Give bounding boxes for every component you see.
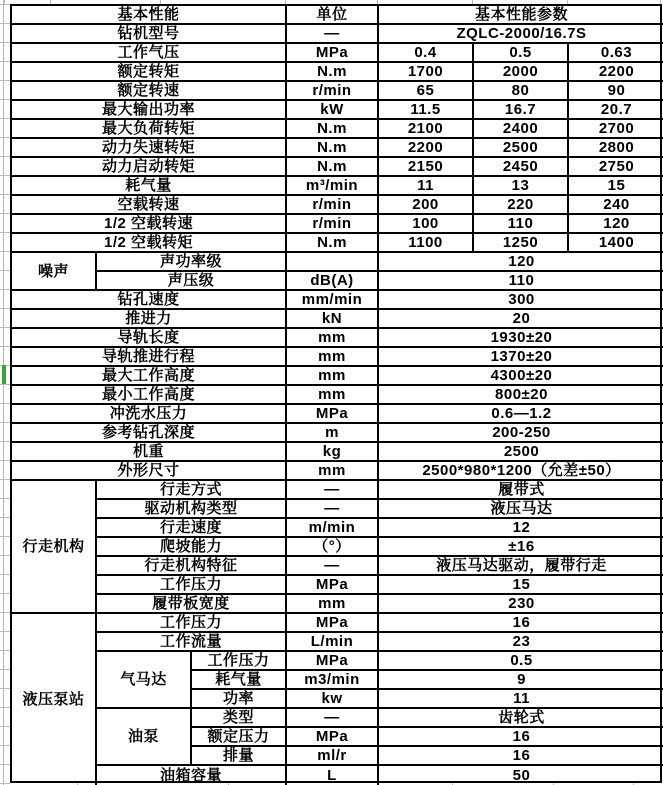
- value-cell: 16: [379, 747, 663, 766]
- value-cell: 0.5: [379, 652, 663, 671]
- subgroup-label-cell: 油泵: [97, 709, 192, 766]
- row-label-cell: 声功率级: [97, 253, 287, 272]
- row-label-cell: 导轨长度: [12, 329, 287, 348]
- unit-cell: dB(A): [287, 272, 379, 291]
- unit-cell: —: [287, 500, 379, 519]
- value-cell: 2500: [379, 443, 663, 462]
- value-cell: 0.6—1.2: [379, 405, 663, 424]
- margin-gridline: [0, 422, 10, 423]
- row-label-cell: 钻孔速度: [12, 291, 287, 310]
- unit-cell: N.m: [287, 158, 379, 177]
- row-label-cell: 耗气量: [12, 177, 287, 196]
- value-cell: 110: [474, 215, 569, 234]
- header-unit-cell: 单位: [287, 6, 379, 25]
- value-cell: 2450: [474, 158, 569, 177]
- unit-cell: mm: [287, 462, 379, 481]
- margin-gridline: [0, 498, 10, 499]
- unit-cell: kW: [287, 101, 379, 120]
- header-row-label-cell: 基本性能: [12, 6, 287, 25]
- value-cell: 1400: [569, 234, 663, 253]
- value-cell: 2800: [569, 139, 663, 158]
- unit-cell: —: [287, 481, 379, 500]
- unit-cell: MPa: [287, 614, 379, 633]
- unit-cell: L: [287, 766, 379, 785]
- row-label-cell: 行走机构特征: [97, 557, 287, 576]
- margin-gridline: [0, 726, 10, 727]
- row-label-cell: 额定压力: [192, 728, 287, 747]
- value-cell: 0.5: [474, 44, 569, 63]
- margin-gridline: [0, 137, 10, 138]
- unit-cell: （°）: [287, 538, 379, 557]
- unit-cell: mm: [287, 367, 379, 386]
- margin-gridline: [0, 194, 10, 195]
- unit-cell: —: [287, 557, 379, 576]
- row-label-cell: 声压级: [97, 272, 287, 291]
- row-label-cell: 工作流量: [97, 633, 287, 652]
- value-cell: 15: [379, 576, 663, 595]
- row-label-cell: 行走速度: [97, 519, 287, 538]
- row-label-cell: 参考钻孔深度: [12, 424, 287, 443]
- unit-cell: N.m: [287, 139, 379, 158]
- row-label-cell: 工作气压: [12, 44, 287, 63]
- unit-cell: MPa: [287, 576, 379, 595]
- value-cell: 16.7: [474, 101, 569, 120]
- margin-gridline: [0, 536, 10, 537]
- row-label-cell: 机重: [12, 443, 287, 462]
- unit-cell: kN: [287, 310, 379, 329]
- margin-gridline: [0, 593, 10, 594]
- value-cell: 230: [379, 595, 663, 614]
- unit-cell: —: [287, 709, 379, 728]
- value-cell: 1370±20: [379, 348, 663, 367]
- value-cell: 12: [379, 519, 663, 538]
- margin-gridline: [0, 612, 10, 613]
- group-label-cell: 液压泵站: [12, 614, 97, 785]
- unit-cell: MPa: [287, 652, 379, 671]
- row-label-cell: 履带板宽度: [97, 595, 287, 614]
- margin-gridline: [0, 745, 10, 746]
- row-label-cell: 工作压力: [192, 652, 287, 671]
- row-label-cell: 行走方式: [97, 481, 287, 500]
- margin-gridline: [0, 517, 10, 518]
- value-cell: 240: [569, 196, 663, 215]
- value-cell: 300: [379, 291, 663, 310]
- margin-gridline: [0, 669, 10, 670]
- value-cell: 2700: [569, 120, 663, 139]
- margin-gridline: [0, 327, 10, 328]
- row-label-cell: 最小工作高度: [12, 386, 287, 405]
- margin-gridline: [0, 441, 10, 442]
- unit-cell: r/min: [287, 196, 379, 215]
- margin-gridline: [4, 0, 5, 4]
- value-cell: 履带式: [379, 481, 663, 500]
- row-label-cell: 最大工作高度: [12, 367, 287, 386]
- value-cell: 2200: [569, 63, 663, 82]
- unit-cell: N.m: [287, 120, 379, 139]
- unit-cell: ml/r: [287, 747, 379, 766]
- unit-cell: kw: [287, 690, 379, 709]
- value-cell: 1930±20: [379, 329, 663, 348]
- value-cell: 90: [569, 82, 663, 101]
- row-label-cell: 钻机型号: [12, 25, 287, 44]
- row-label-cell: 最大输出功率: [12, 101, 287, 120]
- value-cell: 2500*980*1200（允差±50）: [379, 462, 663, 481]
- unit-cell: [287, 253, 379, 272]
- row-label-cell: 推进力: [12, 310, 287, 329]
- unit-cell: m3/min: [287, 671, 379, 690]
- unit-cell: MPa: [287, 728, 379, 747]
- margin-gridline: [0, 213, 10, 214]
- unit-cell: N.m: [287, 234, 379, 253]
- margin-gridline: [0, 688, 10, 689]
- margin-gridline: [0, 764, 10, 765]
- value-cell: 1250: [474, 234, 569, 253]
- value-cell: 2500: [474, 139, 569, 158]
- value-cell: 0.4: [379, 44, 474, 63]
- value-cell: 20: [379, 310, 663, 329]
- margin-gridline: [0, 232, 10, 233]
- margin-gridline: [0, 346, 10, 347]
- margin-gridline: [0, 574, 10, 575]
- group-label-cell: 噪声: [12, 253, 97, 291]
- value-cell: 120: [569, 215, 663, 234]
- value-cell: 2750: [569, 158, 663, 177]
- margin-gridline: [0, 631, 10, 632]
- value-cell: 15: [569, 177, 663, 196]
- value-cell: 11: [379, 690, 663, 709]
- value-cell: 16: [379, 728, 663, 747]
- value-cell: 65: [379, 82, 474, 101]
- row-label-cell: 最大负荷转矩: [12, 120, 287, 139]
- value-cell: 0.63: [569, 44, 663, 63]
- row-label-cell: 额定转矩: [12, 63, 287, 82]
- margin-gridline: [0, 23, 10, 24]
- unit-cell: mm: [287, 329, 379, 348]
- row-label-cell: 油箱容量: [97, 766, 287, 785]
- unit-cell: —: [287, 25, 379, 44]
- unit-cell: mm/min: [287, 291, 379, 310]
- unit-cell: m³/min: [287, 177, 379, 196]
- unit-cell: r/min: [287, 215, 379, 234]
- value-cell: 2200: [379, 139, 474, 158]
- value-cell: 220: [474, 196, 569, 215]
- row-label-cell: 类型: [192, 709, 287, 728]
- header-value-cell: 基本性能参数: [379, 6, 663, 25]
- margin-gridline: [0, 118, 10, 119]
- value-cell: 11.5: [379, 101, 474, 120]
- margin-gridline: [0, 707, 10, 708]
- margin-gridline: [0, 99, 10, 100]
- margin-gridline: [0, 42, 10, 43]
- margin-gridline: [0, 156, 10, 157]
- value-cell: 2000: [474, 63, 569, 82]
- value-cell: ±16: [379, 538, 663, 557]
- value-cell: 4300±20: [379, 367, 663, 386]
- row-label-cell: 工作压力: [97, 576, 287, 595]
- value-cell: 20.7: [569, 101, 663, 120]
- margin-gridline: [0, 61, 10, 62]
- unit-cell: kg: [287, 443, 379, 462]
- margin-gridline: [0, 479, 10, 480]
- row-selection-marker: [2, 365, 6, 384]
- value-cell: 液压马达驱动，履带行走: [379, 557, 663, 576]
- value-cell: 16: [379, 614, 663, 633]
- spec-table: [10, 4, 662, 783]
- value-cell: 23: [379, 633, 663, 652]
- value-cell: 50: [512, 767, 531, 784]
- unit-cell: mm: [287, 348, 379, 367]
- row-label-cell: 1/2 空载转速: [12, 215, 287, 234]
- margin-gridline: [0, 175, 10, 176]
- margin-gridline: [0, 308, 10, 309]
- row-label-cell: 额定转速: [12, 82, 287, 101]
- value-cell: 110: [379, 272, 663, 291]
- row-label-cell: 耗气量: [192, 671, 287, 690]
- row-label-cell: 外形尺寸: [12, 462, 287, 481]
- row-label-cell: 驱动机构类型: [97, 500, 287, 519]
- unit-cell: MPa: [287, 44, 379, 63]
- unit-cell: m/min: [287, 519, 379, 538]
- margin-gridline: [0, 270, 10, 271]
- row-label-cell: 空载转速: [12, 196, 287, 215]
- row-label-cell: 功率: [192, 690, 287, 709]
- row-label-cell: 工作压力: [97, 614, 287, 633]
- value-cell: 80: [474, 82, 569, 101]
- row-label-cell: 动力启动转矩: [12, 158, 287, 177]
- value-cell: 800±20: [379, 386, 663, 405]
- value-cell: 齿轮式: [379, 709, 663, 728]
- margin-gridline: [0, 783, 10, 784]
- margin-gridline: [0, 4, 10, 5]
- value-cell: 100: [379, 215, 474, 234]
- margin-gridline: [0, 460, 10, 461]
- value-cell: 200-250: [379, 424, 663, 443]
- unit-cell: m: [287, 424, 379, 443]
- value-cell: 2150: [379, 158, 474, 177]
- unit-cell: L/min: [287, 633, 379, 652]
- row-label-cell: 导轨推进行程: [12, 348, 287, 367]
- margin-gridline: [0, 650, 10, 651]
- margin-gridline: [0, 80, 10, 81]
- group-label-cell: 行走机构: [12, 481, 97, 614]
- row-label-cell: 冲洗水压力: [12, 405, 287, 424]
- margin-gridline: [0, 403, 10, 404]
- value-cell: 1700: [379, 63, 474, 82]
- row-label-cell: 1/2 空载转矩: [12, 234, 287, 253]
- unit-cell: MPa: [287, 405, 379, 424]
- row-label-cell: 排量: [192, 747, 287, 766]
- value-cell: 11: [379, 177, 474, 196]
- value-cell: 9: [379, 671, 663, 690]
- unit-cell: N.m: [287, 63, 379, 82]
- margin-gridline: [0, 384, 10, 385]
- margin-gridline: [0, 289, 10, 290]
- unit-cell: r/min: [287, 82, 379, 101]
- value-cell: 13: [474, 177, 569, 196]
- unit-cell: mm: [287, 595, 379, 614]
- margin-gridline: [0, 251, 10, 252]
- value-cell: ZQLC-2000/16.7S: [379, 25, 663, 44]
- value-cell: 液压马达: [379, 500, 663, 519]
- value-cell: 120: [379, 253, 663, 272]
- unit-cell: mm: [287, 386, 379, 405]
- value-cell: 200: [379, 196, 474, 215]
- subgroup-label-cell: 气马达: [97, 652, 192, 709]
- value-cell: 1100: [379, 234, 474, 253]
- margin-gridline: [0, 555, 10, 556]
- row-label-cell: 动力失速转矩: [12, 139, 287, 158]
- value-cell: 2100: [379, 120, 474, 139]
- value-cell: 2400: [474, 120, 569, 139]
- row-label-cell: 爬坡能力: [97, 538, 287, 557]
